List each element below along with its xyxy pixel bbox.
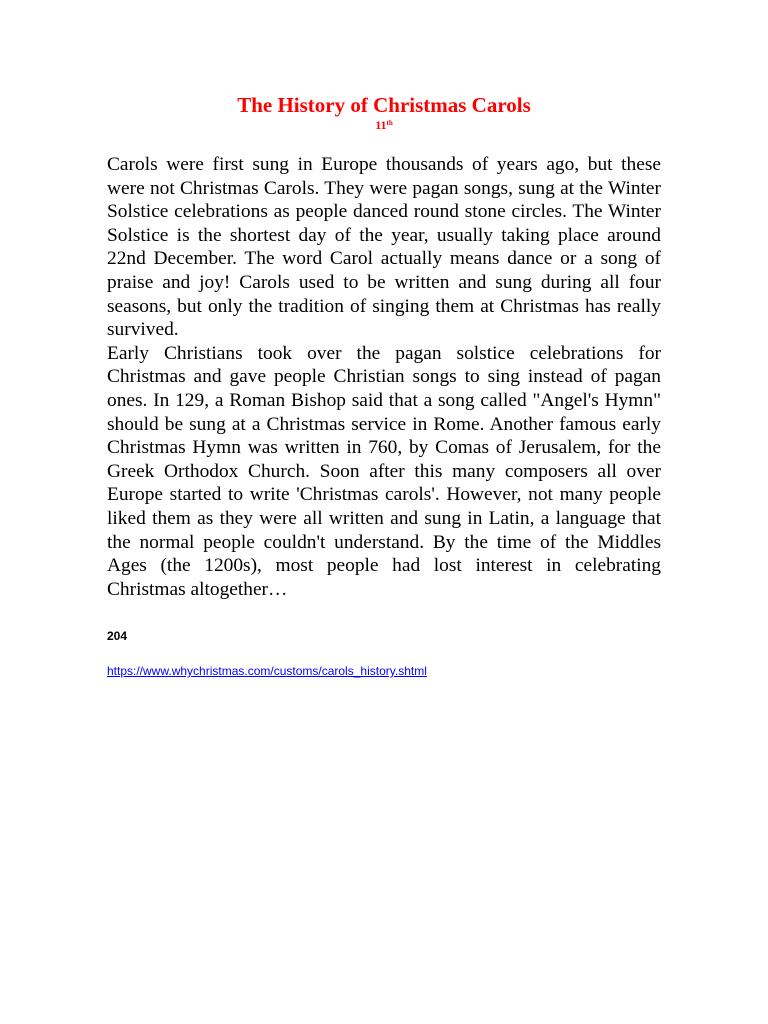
- body-text: [107, 153, 661, 601]
- subtitle-suffix: th: [386, 119, 393, 127]
- paragraph-2: Early Christians took over the pagan solstice celebrations for Christmas and gave people Christian songs to sing instead of pagan ones. In 129, a Roman Bishop said that a song called "Angel's Hymn" should be sung at a Christmas service in Rome. Another famous early Christmas Hymn was written in 760, by Comas of Jerusalem, for the Greek Orthodox Church. Soon after this many composers all over Europe started to write 'Christmas carols'. However, not many people liked them as they were all written and sung in Latin, a language that the normal people couldn't understand. By the time of the Middles Ages (the 1200s), most people had lost interest in celebrating Christmas altogether…: [107, 342, 661, 600]
- page-title: The History of Christmas Carols: [237, 93, 531, 117]
- footnote-link[interactable]: https://www.whychristmas.com/customs/carols_history.shtml: [107, 664, 427, 678]
- footnote-number: 204: [107, 629, 128, 643]
- paragraph-1: Carols were first sung in Europe thousands of years ago, but these were not Christmas Carols. They were pagan songs, sung at the Winter Solstice celebrations as people danced round stone circles. The Winter Solstice is the shortest day of the year, usually taking place around 22nd December. The word Carol actually means dance or a song of praise and joy! Carols used to be written and sung during all four seasons, but only the tradition of singing them at Christmas has really survived.: [107, 154, 661, 341]
- subtitle-number: 11: [375, 118, 387, 132]
- page-subtitle: [107, 118, 661, 132]
